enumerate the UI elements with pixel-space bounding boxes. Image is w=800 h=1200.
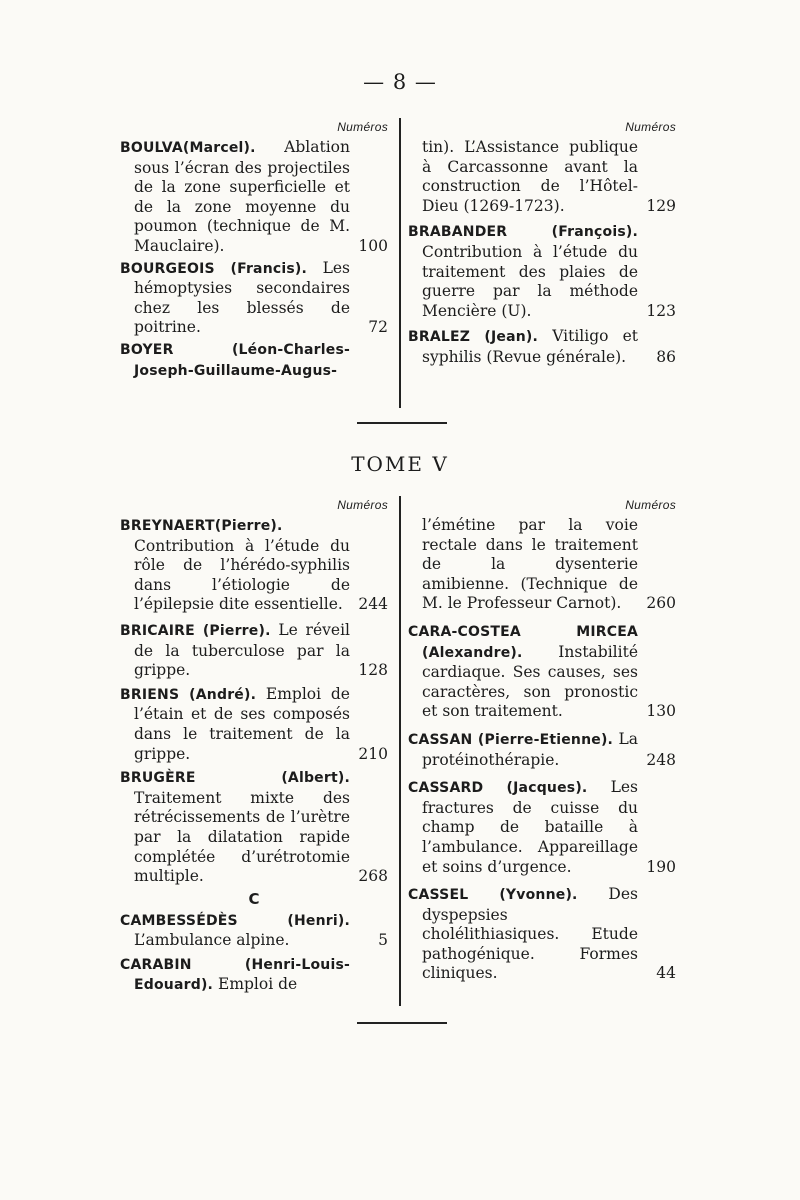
author-name: BRALEZ (Jean). [408,329,539,346]
letter-heading: C [248,889,260,908]
entry-title: l’émétine par la voie rectale dans le traitement de la dysenterie amibienne. (Technique de M. le Professeur Carnot). [422,516,638,613]
entry-number: 190 [646,857,676,876]
tome-heading: TOME V [351,452,449,476]
entry-title: Des dyspepsies cholélithiasiques. Etude pathogénique. Formes cliniques. [422,885,638,983]
author-name: CASSARD (Jacques). [408,780,588,797]
entry-number: 260 [646,594,676,613]
entry-number: 5 [378,931,388,950]
column-right [408,118,676,368]
index-section-top [120,118,680,418]
index-section-bottom [120,496,680,1006]
author-name: CASSAN (Pierre-Etienne). [408,731,614,748]
author-name: CASSEL (Yvonne). [408,887,578,904]
entry-number: 130 [646,702,676,721]
column-header: Numéros [337,120,388,134]
author-name: BOYER (Léon-Charles-Joseph-Guillaume-Augus- [120,341,350,379]
entry-title: Traitement mixte des rétrécissements de l’urètre par la dilatation rapide complétée d’urétrotomie multiple. [134,788,350,886]
author-name: BRICAIRE (Pierre). [120,622,271,639]
column-divider [399,496,401,1006]
author-name: BRABANDER (François). [408,224,638,241]
column-right [408,496,676,984]
index-entry [408,730,676,770]
entry-title: Ablation sous l’écran des projectiles de la zone superficielle et de la zone moyenne du poumon (technique de M. Mauclaire). [134,138,350,255]
author-name: BREYNAERT(Pierre). [120,518,283,534]
column-header: Numéros [337,498,388,512]
entry-number: 100 [358,236,388,255]
column-header: Numéros [625,498,676,512]
entry-number: 128 [358,661,388,680]
column-left [120,118,388,381]
column-header: Numéros [625,120,676,134]
column-divider [399,118,401,408]
index-entry [120,768,388,887]
index-entry [120,911,388,951]
index-entry [120,259,388,338]
entry-number: 210 [358,744,388,763]
entry-title: L’ambulance alpine. [134,931,290,950]
entry-title: Emploi de l’étain et de ses composés dans le traitement de la grippe. [134,684,350,763]
entry-number: 244 [358,595,388,614]
author-name: BOURGEOIS (Francis). [120,260,308,277]
entry-title: tin). L’Assistance publique à Carcassonne avant la construction de l’Hôtel-Dieu (1269-1723). [422,138,638,215]
index-entry [408,222,676,321]
index-entry [408,622,676,722]
index-entry [120,955,388,996]
index-entry [120,685,388,764]
author-name: BRUGÈRE (Albert). [120,770,350,787]
entry-number: 86 [656,347,676,366]
index-entry [120,516,388,615]
entry-title: Les hémoptysies secondaires chez les blessés de poitrine. [134,258,350,337]
index-entry [120,340,388,381]
index-entry [120,138,388,257]
entry-number: 248 [646,750,676,769]
entry-number: 268 [358,867,388,886]
horizontal-rule [357,422,447,424]
entry-title: Vitiligo et syphilis (Revue générale). [422,327,638,366]
entry-number: 129 [646,196,676,215]
entry-title: Contribution à l’étude du traitement des plaies de guerre par la méthode Mencière (U). [422,242,638,320]
index-entry [408,138,676,216]
entry-title: Instabilité cardiaque. Ses causes, ses caractères, son pronostic et son traitement. [422,642,638,721]
entry-title: Contribution à l’étude du rôle de l’hérédo-syphilis dans l’étiologie de l’épilepsie dite essentielle. [134,536,350,614]
author-name: BRIENS (André). [120,686,257,703]
author-name: CARA-COSTEA MIRCEA (Alexandre). [408,623,638,661]
index-entry [408,885,676,984]
page-number: — 8 — [363,70,437,94]
author-name: CAMBESSÉDÈS (Henri). [120,912,350,929]
index-entry [408,516,676,614]
entry-number: 44 [656,964,676,983]
horizontal-rule [357,1022,447,1024]
index-entry [408,327,676,367]
index-entry [408,778,676,877]
entry-number: 72 [368,318,388,337]
column-left [120,496,388,996]
entry-title: Le réveil de la tuberculose par la grippe. [134,620,350,680]
entry-number: 123 [646,301,676,320]
author-name: CARABIN (Henri-Louis-Edouard). [120,956,350,994]
author-name: BOULVA(Marcel). [120,140,256,156]
entry-title: Emploi de [218,975,298,994]
entry-title: La protéinothérapie. [422,729,638,769]
index-entry [120,621,388,681]
entry-title: Les fractures de cuisse du champ de bataille à l’ambulance. Appareillage et soins d’urgence. [422,778,638,876]
